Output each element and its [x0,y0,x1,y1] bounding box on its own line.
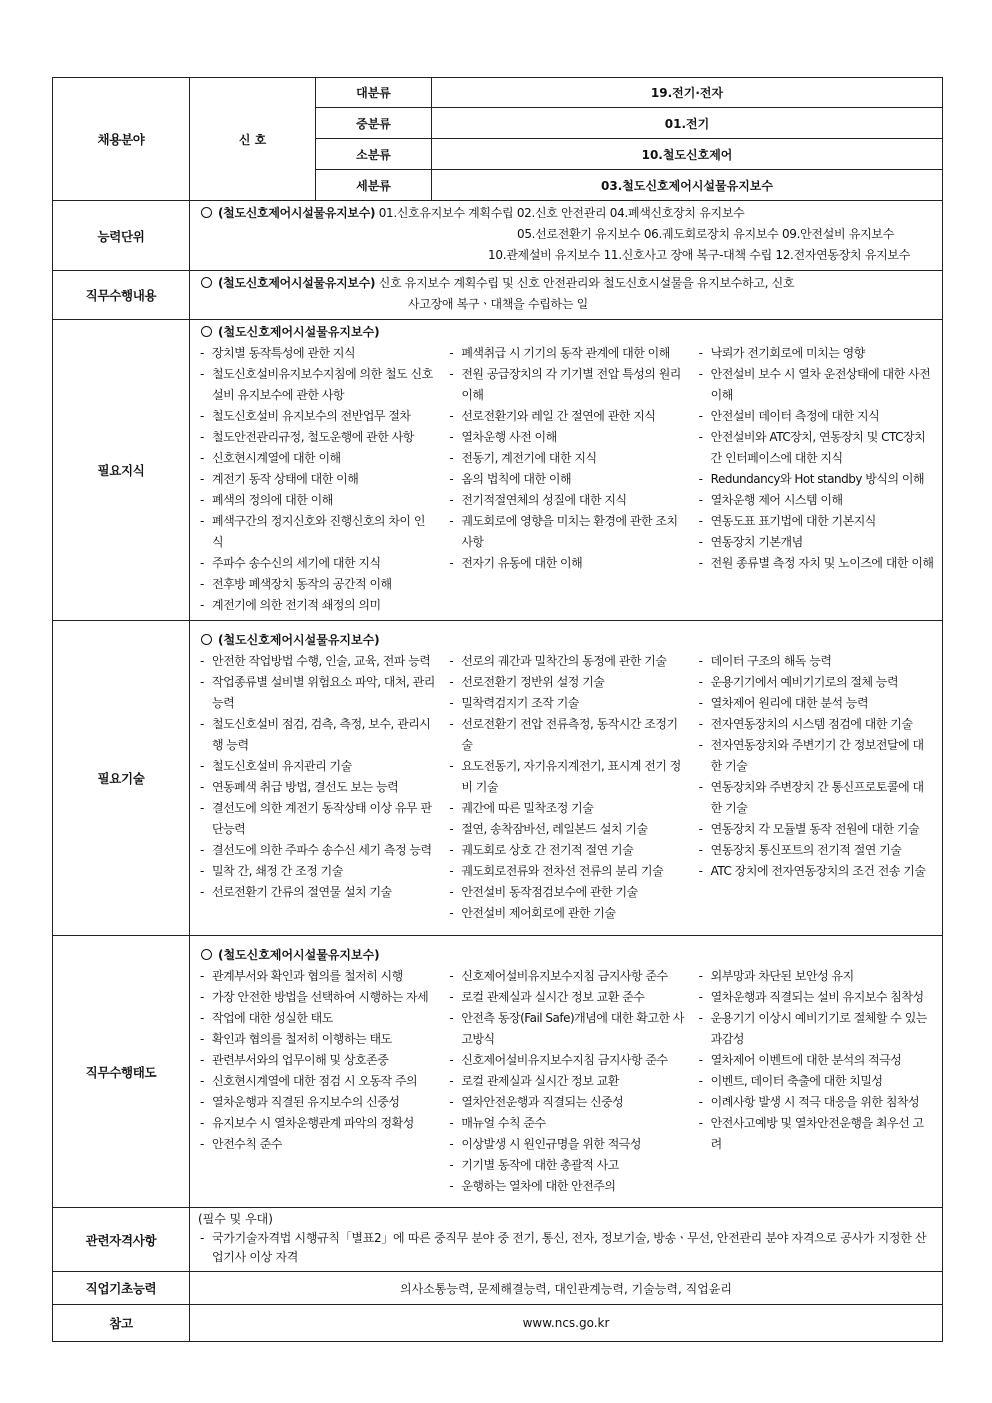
list-item: - 신호현시계열에 대한 이해 [198,448,435,469]
list-item: - 열차안전운행과 직결되는 신중성 [447,1092,684,1113]
list-item: - 연동장치 각 모듈별 동작 전원에 대한 기술 [697,819,934,840]
list-item: - 전후방 폐색장치 동작의 공간적 이해 [198,574,435,595]
ability-unit-line: 05.선로전환기 유지보수 06.궤도회로장치 유지보수 09.안전설비 유지보수 [516,227,894,241]
list-item: - 안전설비 제어회로에 관한 기술 [447,903,684,924]
knowledge-row [53,320,943,621]
list-item: - 매뉴얼 수칙 준수 [447,1113,684,1134]
list-item: - 철도신호설비 유지관리 기술 [198,756,435,777]
circle-bullet-icon [201,634,212,645]
qualification-item: - 국가기술자격법 시행규칙「별표2」에 따른 중직무 분야 중 전기, 통신, 전자, 정보기술, 방송ㆍ무선, 안전관리 분야 자격으로 공사가 지정한 산업기사 이상 자격 [198,1229,934,1267]
list-item: - 전자기 유동에 대한 이해 [447,553,684,574]
job-description-table [52,77,943,1342]
circle-bullet-icon [201,277,212,288]
attitude-col-2 [447,966,696,1197]
list-item: - 궤간에 따른 밀착조정 기술 [447,798,684,819]
skills-row [53,621,943,936]
skills-col-3 [697,651,934,924]
list-item: - 안전측 동장(Fail Safe)개념에 대한 확고한 사고방식 [447,1008,684,1050]
list-item: - 계전기에 의한 전기적 쇄정의 의미 [198,595,435,616]
list-item: - 철도신호설비유지보수지침에 의한 철도 신호설비 유지보수에 관한 사항 [198,364,435,406]
list-item: - 궤도회로 상호 간 전기적 절연 기술 [447,840,684,861]
list-item: - 주파수 송수신의 세기에 대한 지식 [198,553,435,574]
list-item: - 연동장치 기본개념 [697,532,934,553]
list-item: - 안전수칙 준수 [198,1134,435,1155]
knowledge-content [190,320,943,621]
list-item: - 기기별 동작에 대한 총괄적 사고 [447,1155,684,1176]
section-title: (철도신호제어시설물유지보수) [218,633,380,647]
knowledge-col-1 [198,343,447,616]
list-item: - 신호제어설비유지보수지침 금지사항 준수 [447,1050,684,1071]
reference-label: 참고 [53,1305,190,1342]
list-item: - 선로전환기 전압 전류측정, 동작시간 조정기술 [447,714,684,756]
list-item: - 열차제어 이벤트에 대한 분석의 적극성 [697,1050,934,1071]
list-item: - 확인과 협의를 철저히 이행하는 태도 [198,1029,435,1050]
basic-ability-value: 의사소통능력, 문제해결능력, 대인관계능력, 기술능력, 직업윤리 [190,1272,943,1305]
basic-ability-row [53,1272,943,1305]
list-item: - 신호현시계열에 대한 점검 시 오동작 주의 [198,1071,435,1092]
list-item: - 안전사고예방 및 열차안전운행을 최우선 고려 [697,1113,934,1155]
attitude-col-3 [697,966,934,1197]
class-value: 03.철도신호제어시설물유지보수 [432,170,943,201]
section-title: (철도신호제어시설물유지보수) [218,276,376,290]
list-item: - 전원 공급장치의 각 기기별 전압 특성의 원리 이해 [447,364,684,406]
list-item: - 작업종류별 설비별 위험요소 파악, 대처, 관리 능력 [198,672,435,714]
class-label: 대분류 [316,78,432,108]
list-item: - 궤도회로전류와 전차선 전류의 분리 기술 [447,861,684,882]
list-item: - 선로전환기와 레일 간 절연에 관한 지식 [447,406,684,427]
attitude-row [53,936,943,1208]
list-item: - 전자연동장치의 시스템 점검에 대한 기술 [697,714,934,735]
list-item: - 열차운행 제어 시스템 이해 [697,490,934,511]
list-item: - 관계부서와 확인과 협의를 철저히 시행 [198,966,435,987]
list-item: - 연동도표 표기법에 대한 기본지식 [697,511,934,532]
list-item: - 낙뢰가 전기회로에 미치는 영향 [697,343,934,364]
list-item: - 철도신호설비 유지보수의 전반업무 절차 [198,406,435,427]
ability-unit-row [53,201,943,271]
ability-unit-line: 01.신호유지보수 계획수립 02.신호 안전관리 04.폐색신호장치 유지보수 [378,206,745,220]
list-item: - 로컬 관제실과 실시간 정보 교환 [447,1071,684,1092]
duty-content-line: 신호 유지보수 계획수립 및 신호 안전관리와 철도신호시설물을 유지보수하고, 신호 [378,276,795,290]
class-value: 01.전기 [432,108,943,139]
list-item: - 열차제어 원리에 대한 분석 능력 [697,693,934,714]
skills-col-2 [447,651,696,924]
list-item: - 궤도회로에 영향을 미치는 환경에 관한 조치사항 [447,511,684,553]
qualification-note: (필수 및 우대) [198,1212,273,1226]
attitude-col-1 [198,966,447,1197]
field-name: 신 호 [190,78,316,201]
list-item: - 신호제어설비유지보수지침 금지사항 준수 [447,966,684,987]
attitude-content [190,936,943,1208]
list-item: - 전원 종류별 측정 자치 및 노이즈에 대한 이해 [697,553,934,574]
list-item: - 외부망과 차단된 보안성 유지 [697,966,934,987]
recruit-field-label: 채용분야 [53,78,190,201]
list-item: - 이례사항 발생 시 적극 대응을 위한 침착성 [697,1092,934,1113]
skills-col-1 [198,651,447,924]
list-item: - 밀착 간, 쇄정 간 조정 기술 [198,861,435,882]
reference-link[interactable]: www.ncs.go.kr [190,1305,943,1342]
list-item: - 폐색취급 시 기기의 동작 관계에 대한 이해 [447,343,684,364]
list-item: - 장치별 동작특성에 관한 지식 [198,343,435,364]
list-item: - 연동장치 통신포트의 전기적 절연 기술 [697,840,934,861]
class-label: 중분류 [316,108,432,139]
class-label: 소분류 [316,139,432,170]
list-item: - 요도전동기, 자기유지계전기, 표시계 전기 정비 기술 [447,756,684,798]
ability-unit-label: 능력단위 [53,201,190,271]
list-item: - 안전설비 보수 시 열차 운전상태에 대한 사전 이해 [697,364,934,406]
skills-label: 필요기술 [53,621,190,936]
list-item: - 폐색구간의 정지신호와 진행신호의 차이 인식 [198,511,435,553]
knowledge-label: 필요지식 [53,320,190,621]
list-item: - 밀착력검지기 조작 기술 [447,693,684,714]
list-item: - 선로전환기 정반위 설정 기술 [447,672,684,693]
class-value: 19.전기·전자 [432,78,943,108]
list-item: - 운용기기에서 예비기기로의 절체 능력 [697,672,934,693]
list-item: - 연동장치와 주변장치 간 통신프로토콜에 대한 기술 [697,777,934,819]
duty-content-row [53,271,943,320]
ability-unit-line: 10.관제설비 유지보수 11.신호사고 장애 복구-대책 수립 12.전자연동장치 유지보수 [488,248,910,262]
list-item: - 열차운행과 직결되는 설비 유지보수 침착성 [697,987,934,1008]
list-item: - 안전설비 데이터 측정에 대한 지식 [697,406,934,427]
duty-content-label: 직무수행내용 [53,271,190,320]
list-item: - ATC 장치에 전자연동장치의 조건 전송 기술 [697,861,934,882]
list-item: - 유지보수 시 열차운행관계 파악의 정확성 [198,1113,435,1134]
section-title: (철도신호제어시설물유지보수) [218,206,376,220]
qualification-label: 관련자격사항 [53,1208,190,1272]
basic-ability-label: 직업기초능력 [53,1272,190,1305]
reference-row [53,1305,943,1342]
list-item: - 철도신호설비 점검, 검측, 측정, 보수, 관리시행 능력 [198,714,435,756]
list-item: - 데이터 구조의 해독 능력 [697,651,934,672]
circle-bullet-icon [201,949,212,960]
list-item: - 폐색의 정의에 대한 이해 [198,490,435,511]
list-item: - 안전설비와 ATC장치, 연동장치 및 CTC장치 간 인터페이스에 대한 지식 [697,427,934,469]
attitude-label: 직무수행태도 [53,936,190,1208]
list-item: - 철도안전관리규정, 철도운행에 관한 사항 [198,427,435,448]
list-item: - 전기적절연체의 성질에 대한 지식 [447,490,684,511]
list-item: - 전자연동장치와 주변기기 간 정보전달에 대한 기술 [697,735,934,777]
list-item: - 작업에 대한 성실한 태도 [198,1008,435,1029]
circle-bullet-icon [201,207,212,218]
class-row-major [53,78,943,108]
knowledge-col-2 [447,343,696,616]
class-value: 10.철도신호제어 [432,139,943,170]
section-title: (철도신호제어시설물유지보수) [218,325,380,339]
skills-content [190,621,943,936]
duty-content-line: 사고장애 복구ㆍ대책을 수립하는 일 [408,297,588,311]
list-item: - 절연, 송착잠바선, 레일본드 설치 기술 [447,819,684,840]
list-item: - 가장 안전한 방법을 선택하여 시행하는 자세 [198,987,435,1008]
section-title: (철도신호제어시설물유지보수) [218,947,380,962]
duty-content-content [190,271,943,320]
list-item: - 선로전환기 간류의 절연물 설치 기술 [198,882,435,903]
list-item: - 열차운행과 직결된 유지보수의 신중성 [198,1092,435,1113]
list-item: - 로컬 관제실과 실시간 정보 교환 준수 [447,987,684,1008]
list-item: - 안전설비 동작점검보수에 관한 기술 [447,882,684,903]
list-item: - 결선도에 의한 주파수 송수신 세기 측정 능력 [198,840,435,861]
list-item: - 운용기기 이상시 예비기기로 절체할 수 있는 과감성 [697,1008,934,1050]
list-item: - 옴의 법칙에 대한 이해 [447,469,684,490]
list-item: - Redundancy와 Hot standby 방식의 이해 [697,469,934,490]
list-item: - 이벤트, 데이터 축출에 대한 치밀성 [697,1071,934,1092]
list-item: - 관련부서와의 업무이해 및 상호존중 [198,1050,435,1071]
qualification-content [190,1208,943,1272]
list-item: - 전동기, 계전기에 대한 지식 [447,448,684,469]
class-label: 세분류 [316,170,432,201]
list-item: - 운행하는 열차에 대한 안전주의 [447,1176,684,1197]
ability-unit-content [190,201,943,271]
list-item: - 열차운행 사전 이해 [447,427,684,448]
list-item: - 선로의 궤간과 밀착간의 동정에 관한 기술 [447,651,684,672]
list-item: - 계전기 동작 상태에 대한 이해 [198,469,435,490]
circle-bullet-icon [201,326,212,337]
knowledge-col-3 [697,343,934,616]
list-item: - 결선도에 의한 계전기 동작상태 이상 유무 판단능력 [198,798,435,840]
qualification-row [53,1208,943,1272]
list-item: - 안전한 작업방법 수행, 인술, 교육, 전파 능력 [198,651,435,672]
list-item: - 연동폐색 취급 방법, 결선도 보는 능력 [198,777,435,798]
list-item: - 이상발생 시 원인규명을 위한 적극성 [447,1134,684,1155]
